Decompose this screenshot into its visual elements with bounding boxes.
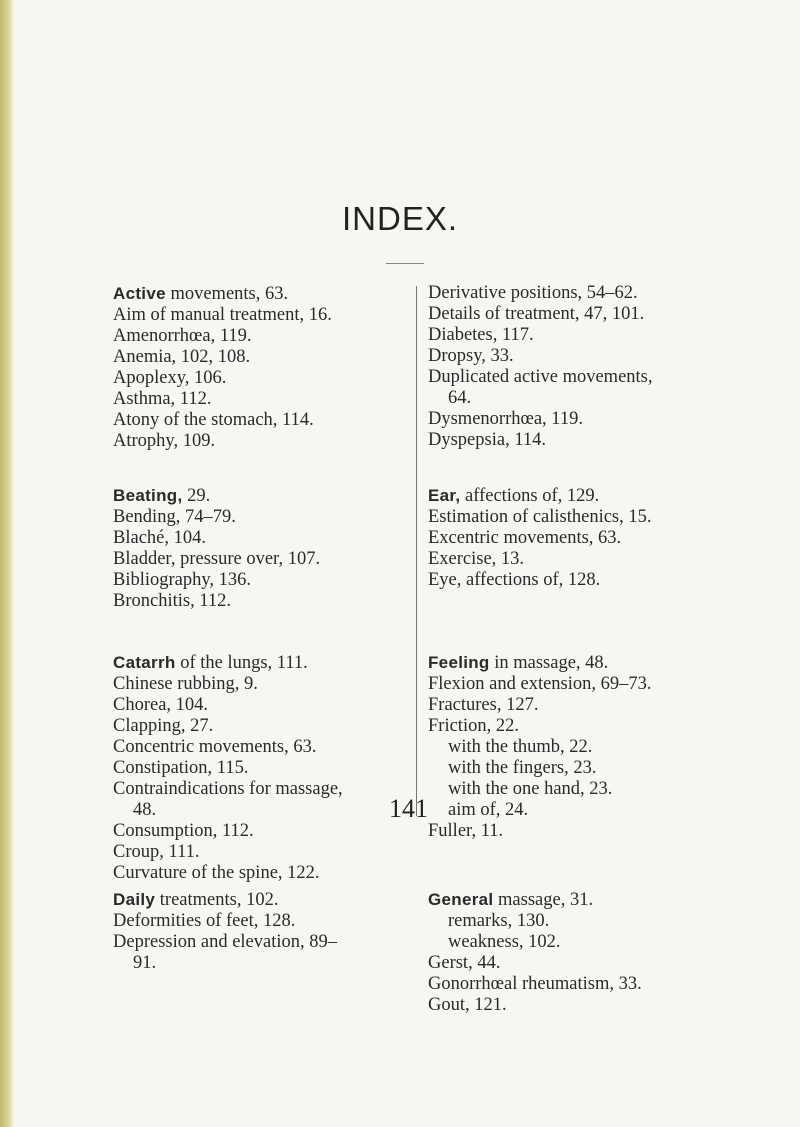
- index-entry: Fractures, 127.: [428, 695, 539, 715]
- index-entry: Gout, 121.: [428, 995, 507, 1015]
- index-entry: Estimation of calisthenics, 15.: [428, 507, 652, 527]
- index-entry: Aim of manual treatment, 16.: [113, 305, 332, 325]
- index-entry: Gerst, 44.: [428, 953, 501, 973]
- index-entry: Curvature of the spine, 122.: [113, 863, 320, 883]
- index-entry-lead: Catarrh: [113, 653, 176, 672]
- index-entry: Eye, affections of, 128.: [428, 570, 601, 590]
- page-number: 141: [389, 794, 428, 823]
- index-group: [428, 889, 800, 1016]
- index-entry: weakness, 102.: [448, 932, 561, 952]
- index-entry-lead: Active: [113, 284, 166, 303]
- index-entry: Atony of the stomach, 114.: [113, 410, 314, 430]
- index-entry: Blaché, 104.: [113, 528, 206, 548]
- index-entry: Exercise, 13.: [428, 549, 525, 569]
- index-entry: [428, 652, 800, 674]
- index-entry: Concentric movements, 63.: [113, 737, 317, 757]
- page-edge-shadow: [0, 0, 14, 1127]
- index-entry: Chinese rubbing, 9.: [113, 674, 258, 694]
- index-entry-lead: Daily: [113, 890, 156, 909]
- index-entry: Dropsy, 33.: [428, 346, 514, 366]
- index-entry-text: massage, 31.: [493, 890, 594, 910]
- index-entry: Chorea, 104.: [113, 695, 209, 715]
- index-entry: remarks, 130.: [448, 911, 550, 931]
- index-entry: Apoplexy, 106.: [113, 368, 227, 388]
- index-entry: Clapping, 27.: [113, 716, 214, 736]
- index-entry: Diabetes, 117.: [428, 325, 534, 345]
- index-entry: Bibliography, 136.: [113, 570, 252, 590]
- index-entry: Bending, 74–79.: [113, 507, 236, 527]
- index-entry-text: in massage, 48.: [489, 653, 609, 673]
- index-entry: Contraindications for massage,: [113, 779, 343, 799]
- index-entry: Deformities of feet, 128.: [113, 911, 296, 931]
- index-entry-text: of the lungs, 111.: [175, 653, 308, 673]
- index-entry: with the one hand, 23.: [448, 779, 613, 799]
- index-entry: Dysmenorrhœa, 119.: [428, 409, 583, 429]
- index-entry-lead: Ear,: [428, 486, 461, 505]
- index-entry: [428, 889, 800, 911]
- index-entry: Amenorrhœa, 119.: [113, 326, 252, 346]
- index-entry-text: treatments, 102.: [155, 890, 279, 910]
- index-entry: Bladder, pressure over, 107.: [113, 549, 321, 569]
- index-group: [428, 652, 800, 842]
- index-entry: Atrophy, 109.: [113, 431, 216, 451]
- index-entry: Dyspepsia, 114.: [428, 430, 547, 450]
- index-entry-text: movements, 63.: [165, 284, 289, 304]
- index-entry: [428, 485, 800, 507]
- index-entry: Details of treatment, 47, 101.: [428, 304, 645, 324]
- index-entry: Consumption, 112.: [113, 821, 254, 841]
- page-title: INDEX.: [341, 200, 459, 237]
- index-entry-lead: General: [428, 890, 494, 909]
- index-entry: Flexion and extension, 69–73.: [428, 674, 652, 694]
- index-entry: Duplicated active movements,: [428, 367, 653, 387]
- index-entry-text: 29.: [182, 486, 211, 506]
- index-group: [428, 283, 800, 451]
- index-entry: Anemia, 102, 108.: [113, 347, 251, 367]
- index-entry: 64.: [448, 388, 472, 408]
- index-entry-lead: Feeling: [428, 653, 490, 672]
- index-entry: Bronchitis, 112.: [113, 591, 232, 611]
- index-group: [428, 485, 800, 591]
- index-entry: Friction, 22.: [428, 716, 519, 736]
- index-entry: Croup, 111.: [113, 842, 200, 862]
- index-entry: Constipation, 115.: [113, 758, 249, 778]
- index-entry: 91.: [133, 953, 157, 973]
- index-entry-text: affections of, 129.: [460, 486, 600, 506]
- index-entry: Excentric movements, 63.: [428, 528, 622, 548]
- title-divider: [386, 263, 424, 264]
- index-entry: Depression and elevation, 89–: [113, 932, 337, 952]
- index-entry: aim of, 24.: [448, 800, 529, 820]
- index-entry: Derivative positions, 54–62.: [428, 283, 638, 303]
- index-entry: 48.: [133, 800, 157, 820]
- index-entry: Asthma, 112.: [113, 389, 212, 409]
- index-entry-lead: Beating,: [113, 486, 183, 505]
- index-entry: with the thumb, 22.: [448, 737, 593, 757]
- index-entry: Fuller, 11.: [428, 821, 504, 841]
- index-entry: Gonorrhœal rheumatism, 33.: [428, 974, 642, 994]
- index-entry: with the fingers, 23.: [448, 758, 597, 778]
